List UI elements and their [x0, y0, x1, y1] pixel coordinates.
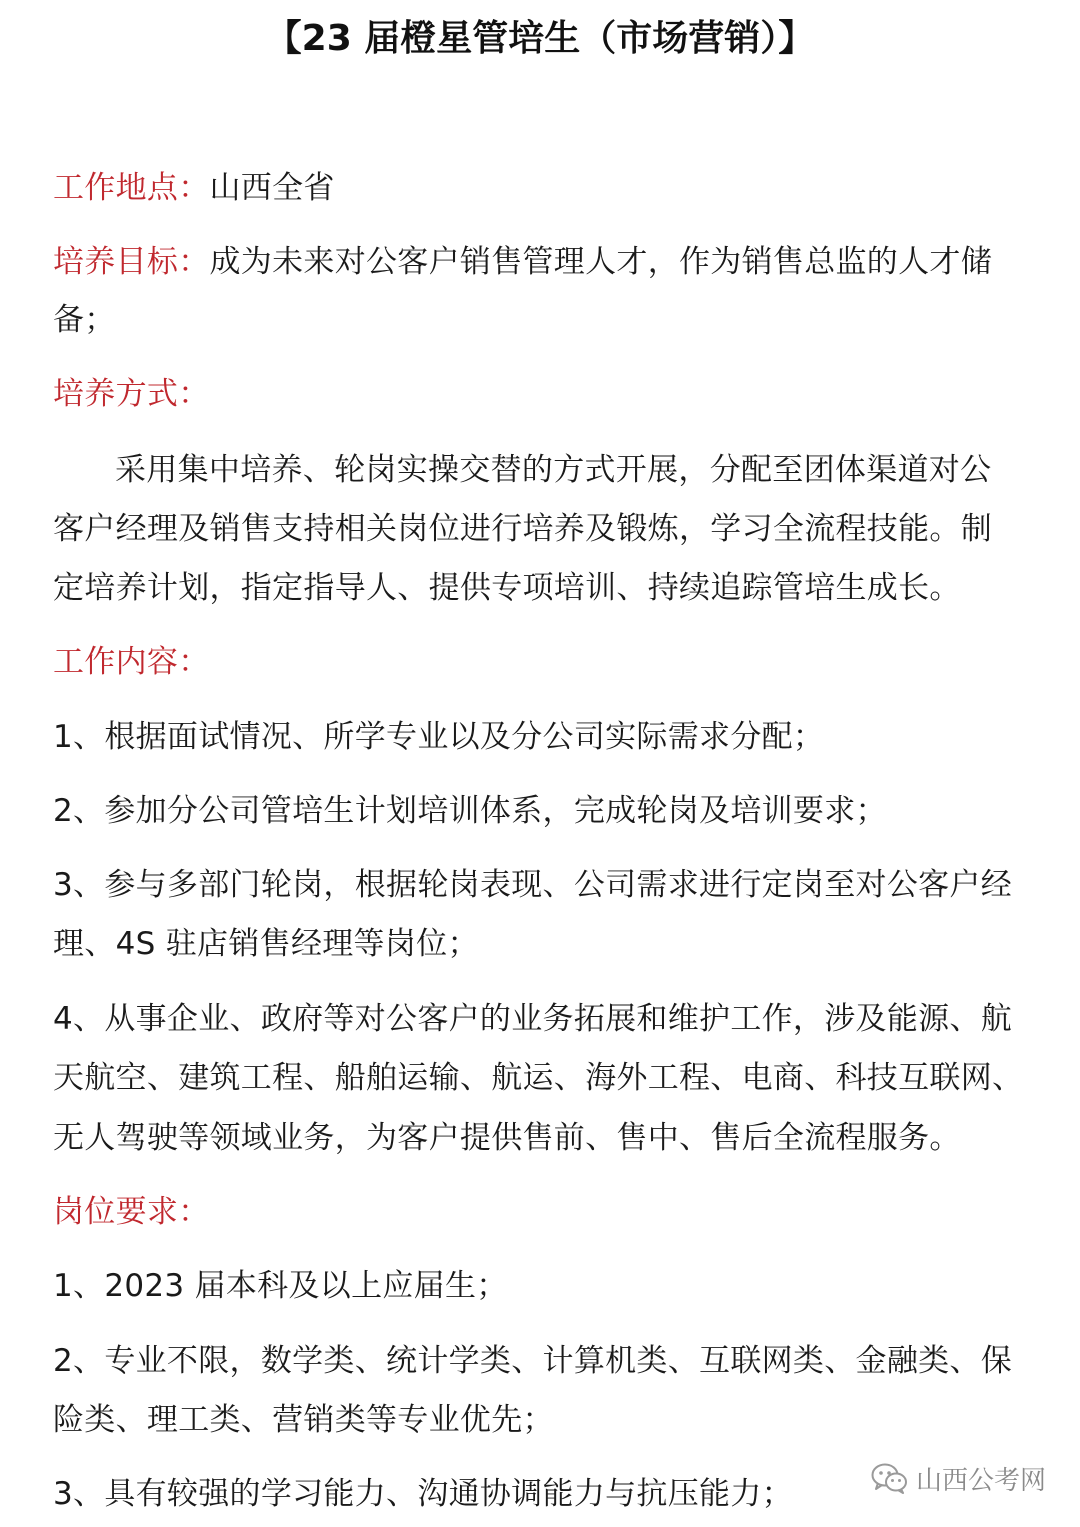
- requirement-item-1: 1、2023 届本科及以上应届生；: [53, 1268, 508, 1304]
- location-row: [53, 168, 335, 208]
- requirement-item-2-line-2: 险类、理工类、营销类等专业优先；: [53, 1402, 554, 1438]
- requirement-item-3: 3、具有较强的学习能力、沟通协调能力与抗压能力；: [53, 1476, 793, 1512]
- content-item-1: 1、根据面试情况、所学专业以及分公司实际需求分配；: [53, 719, 825, 755]
- requirement-item-2-line-1: 2、专业不限，数学类、统计学类、计算机类、互联网类、金融类、保: [53, 1343, 1013, 1379]
- goal-label: 培养目标：: [53, 244, 210, 280]
- content-item-3-line-2: 理、4S 驻店销售经理等岗位；: [53, 926, 479, 962]
- watermark-text: 山西公考网: [915, 1465, 1046, 1496]
- page-title: 【23 届橙星管培生（市场营销）】: [265, 18, 815, 59]
- method-label: 培养方式：: [53, 376, 210, 412]
- goal-text-line-2: 备；: [53, 302, 116, 338]
- goal-text-line-1: 成为未来对公客户销售管理人才，作为销售总监的人才储: [209, 244, 992, 280]
- content-item-2: 2、参加分公司管培生计划培训体系，完成轮岗及培训要求；: [53, 793, 887, 829]
- method-text-line-1: 采用集中培养、轮岗实操交替的方式开展，分配至团体渠道对公: [115, 452, 992, 488]
- location-value: 山西全省: [209, 170, 335, 206]
- content-item-4-line-2: 天航空、建筑工程、船舶运输、航运、海外工程、电商、科技互联网、: [53, 1060, 1024, 1096]
- content-item-3-line-1: 3、参与多部门轮岗，根据轮岗表现、公司需求进行定岗至对公客户经: [53, 867, 1013, 903]
- content-item-4-line-3: 无人驾驶等领域业务，为客户提供售前、售中、售后全流程服务。: [53, 1120, 961, 1156]
- content-item-4-line-1: 4、从事企业、政府等对公客户的业务拓展和维护工作，涉及能源、航: [53, 1001, 1013, 1037]
- method-text-line-3: 定培养计划，指定指导人、提供专项培训、持续追踪管培生成长。: [53, 570, 961, 606]
- content-label: 工作内容：: [53, 644, 210, 680]
- requirements-label: 岗位要求：: [53, 1194, 210, 1230]
- goal-row: [53, 242, 992, 282]
- watermark: [870, 1456, 1046, 1500]
- location-label: 工作地点：: [53, 170, 210, 206]
- wechat-icon: [870, 1462, 908, 1494]
- method-text-line-2: 客户经理及销售支持相关岗位进行培养及锻炼，学习全流程技能。制: [53, 511, 992, 547]
